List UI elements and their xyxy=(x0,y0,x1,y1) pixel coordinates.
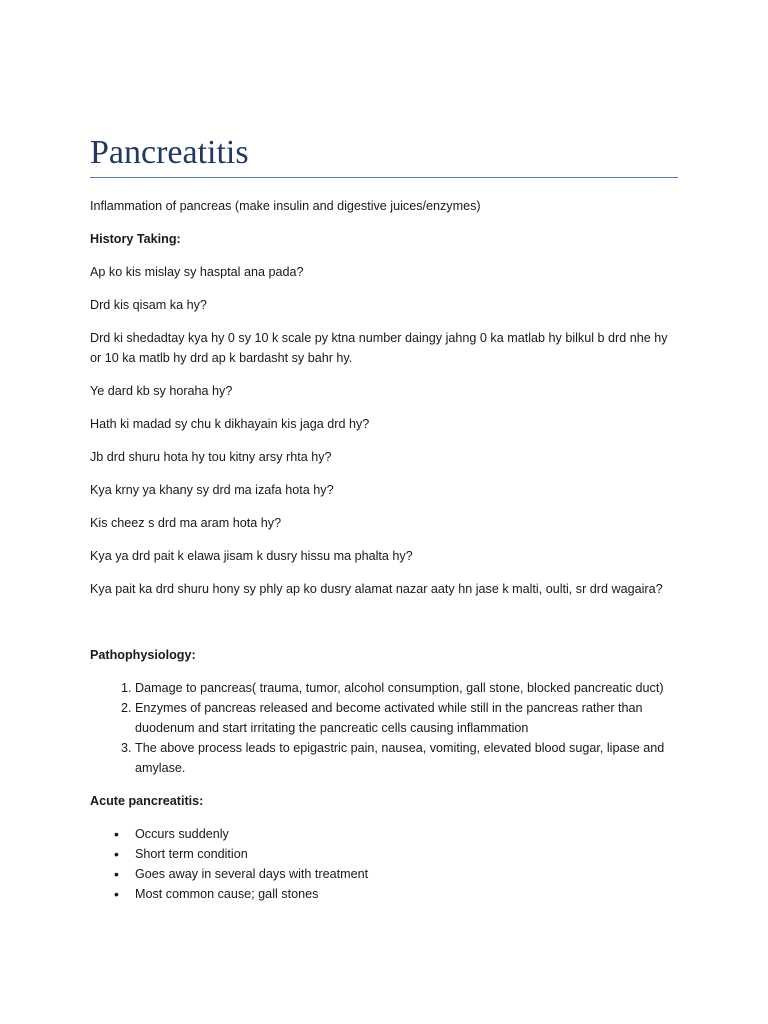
history-question: Kya krny ya khany sy drd ma izafa hota hy? xyxy=(90,483,334,497)
history-question: Kya ya drd pait k elawa jisam k dusry hissu ma phalta hy? xyxy=(90,549,413,563)
intro-paragraph: Inflammation of pancreas (make insulin and digestive juices/enzymes) xyxy=(90,199,481,213)
list-item: 2. Enzymes of pancreas released and become activated while still in the pancreas rather than duodenum and start irritating the pancreatic cells causing inflammation xyxy=(135,698,678,738)
history-question: Kya pait ka drd shuru hony sy phly ap ko dusry alamat nazar aaty hn jase k malti, oulti, sr drd wagaira? xyxy=(90,582,663,596)
list-item: 3. The above process leads to epigastric pain, nausea, vomiting, elevated blood sugar, lipase and amylase. xyxy=(135,738,678,778)
acute-list xyxy=(90,824,678,904)
document-body xyxy=(90,196,678,917)
list-item: • Most common cause; gall stones xyxy=(135,884,678,904)
list-item: • Occurs suddenly xyxy=(135,824,678,844)
pathophysiology-heading: Pathophysiology: xyxy=(90,648,196,662)
history-question: Drd ki shedadtay kya hy 0 sy 10 k scale py ktna number daingy jahng 0 ka matlab hy bilkul b drd nhe hy or 10 ka matlb hy drd ap k bardasht sy bahr hy. xyxy=(90,331,668,365)
history-question: Ye dard kb sy horaha hy? xyxy=(90,384,233,398)
list-item: • Short term condition xyxy=(135,844,678,864)
history-question: Ap ko kis mislay sy hasptal ana pada? xyxy=(90,265,304,279)
title-underline xyxy=(90,177,678,178)
history-question: Kis cheez s drd ma aram hota hy? xyxy=(90,516,282,530)
acute-heading: Acute pancreatitis: xyxy=(90,794,204,808)
history-heading: History Taking: xyxy=(90,232,181,246)
list-item: • Goes away in several days with treatment xyxy=(135,864,678,884)
history-question: Jb drd shuru hota hy tou kitny arsy rhta hy? xyxy=(90,450,332,464)
document-title: Pancreatitis xyxy=(90,134,249,171)
history-question: Hath ki madad sy chu k dikhayain kis jaga drd hy? xyxy=(90,417,370,431)
document-page xyxy=(90,0,678,1024)
pathophysiology-list xyxy=(90,678,678,778)
list-item: 1. Damage to pancreas( trauma, tumor, alcohol consumption, gall stone, blocked pancreatic duct) xyxy=(135,678,678,698)
history-question: Drd kis qisam ka hy? xyxy=(90,298,207,312)
